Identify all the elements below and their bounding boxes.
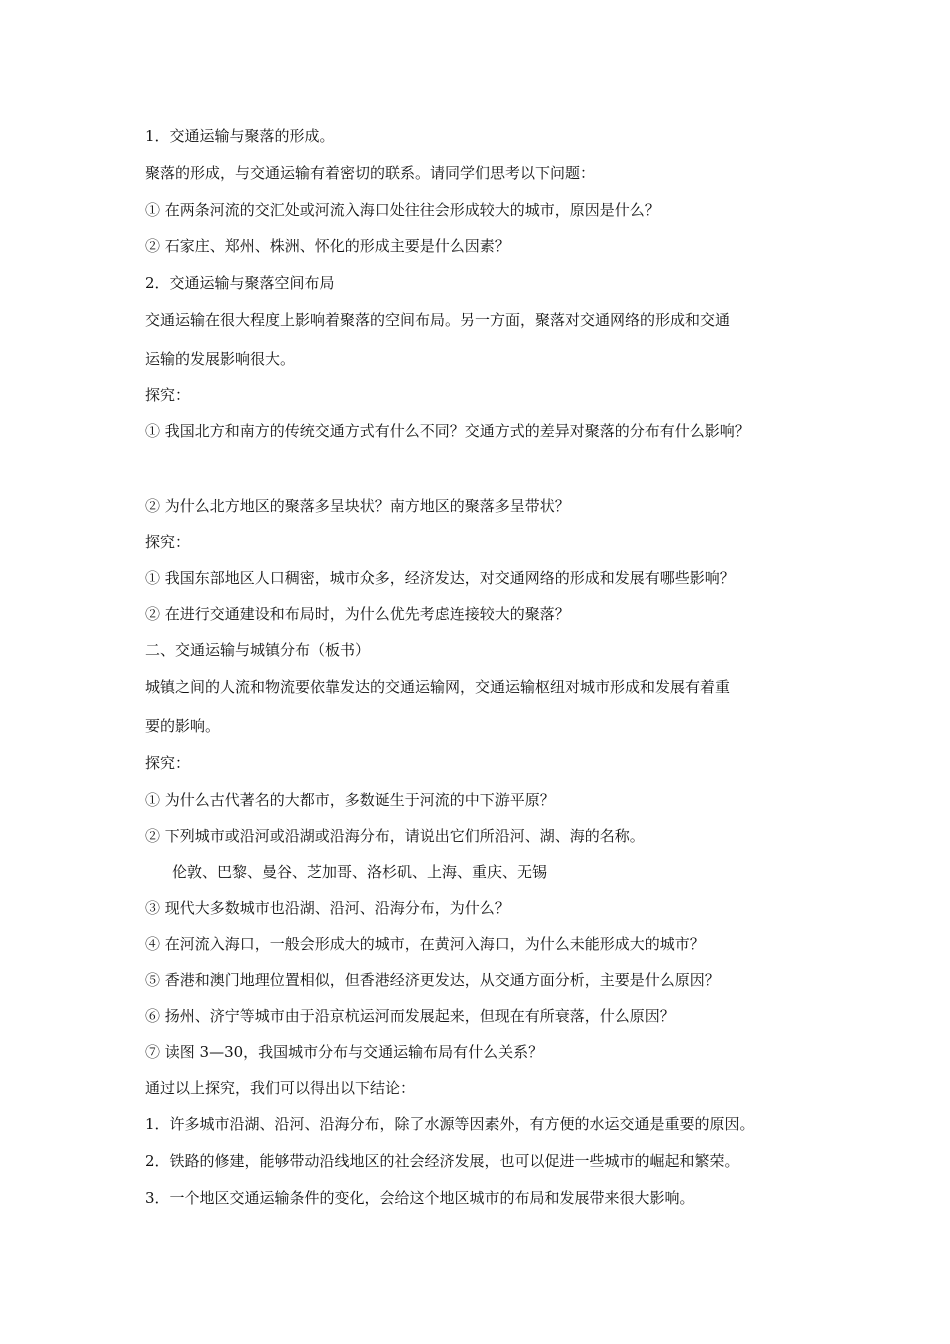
section-heading-2: 2．交通运输与聚落空间布局 bbox=[145, 274, 335, 292]
conclusion-3: 3．一个地区交通运输条件的变化，会给这个地区城市的布局和发展带来很大影响。 bbox=[145, 1189, 695, 1207]
question-3-1: ① 我国东部地区人口稠密，城市众多，经济发达，对交通网络的形成和发展有哪些影响？ bbox=[145, 569, 735, 587]
question-4-4: ④ 在河流入海口，一般会形成大的城市，在黄河入海口，为什么未能形成大的城市？ bbox=[145, 935, 705, 953]
conclusion-intro: 通过以上探究，我们可以得出以下结论： bbox=[145, 1079, 416, 1097]
conclusion-2: 2．铁路的修建，能够带动沿线地区的社会经济发展，也可以促进一些城市的崛起和繁荣。 bbox=[145, 1152, 740, 1170]
question-1-1: ① 在两条河流的交汇处或河流入海口处往往会形成较大的城市，原因是什么？ bbox=[145, 201, 660, 219]
question-2-1: ① 我国北方和南方的传统交通方式有什么不同？交通方式的差异对聚落的分布有什么影响？ bbox=[145, 422, 750, 440]
paragraph-layout-line-1: 交通运输在很大程度上影响着聚落的空间布局。另一方面，聚落对交通网络的形成和交通 bbox=[145, 311, 731, 329]
section-heading-1: 1．交通运输与聚落的形成。 bbox=[145, 127, 335, 145]
question-1-2: ② 石家庄、郑州、株洲、怀化的形成主要是什么因素？ bbox=[145, 237, 510, 255]
question-3-2: ② 在进行交通建设和布局时，为什么优先考虑连接较大的聚落？ bbox=[145, 605, 570, 623]
paragraph-layout-line-2: 运输的发展影响很大。 bbox=[145, 350, 296, 368]
paragraph-intro: 聚落的形成，与交通运输有着密切的联系。请同学们思考以下问题： bbox=[145, 164, 596, 182]
explore-label-2: 探究： bbox=[145, 533, 191, 551]
paragraph-towns-line-2: 要的影响。 bbox=[145, 717, 221, 735]
question-4-1: ① 为什么古代著名的大都市，多数诞生于河流的中下游平原？ bbox=[145, 791, 555, 809]
question-2-2: ② 为什么北方地区的聚落多呈块状？南方地区的聚落多呈带状？ bbox=[145, 497, 570, 515]
paragraph-towns-line-1: 城镇之间的人流和物流要依靠发达的交通运输网，交通运输枢纽对城市形成和发展有着重 bbox=[145, 678, 731, 696]
question-4-7: ⑦ 读图 3—30，我国城市分布与交通运输布局有什么关系？ bbox=[145, 1043, 544, 1061]
question-4-6: ⑥ 扬州、济宁等城市由于沿京杭运河而发展起来，但现在有所衰落，什么原因？ bbox=[145, 1007, 675, 1025]
conclusion-1: 1．许多城市沿湖、沿河、沿海分布，除了水源等因素外，有方便的水运交通是重要的原因。 bbox=[145, 1115, 755, 1133]
question-4-2: ② 下列城市或沿河或沿湖或沿海分布，请说出它们所沿河、湖、海的名称。 bbox=[145, 827, 645, 845]
explore-label-3: 探究： bbox=[145, 754, 191, 772]
question-4-5: ⑤ 香港和澳门地理位置相似，但香港经济更发达，从交通方面分析，主要是什么原因？ bbox=[145, 971, 720, 989]
explore-label-1: 探究： bbox=[145, 386, 191, 404]
section-heading-3: 二、交通运输与城镇分布（板书） bbox=[145, 641, 371, 659]
question-4-3: ③ 现代大多数城市也沿湖、沿河、沿海分布，为什么？ bbox=[145, 899, 510, 917]
city-list: 伦敦、巴黎、曼谷、芝加哥、洛杉矶、上海、重庆、无锡 bbox=[172, 863, 548, 881]
